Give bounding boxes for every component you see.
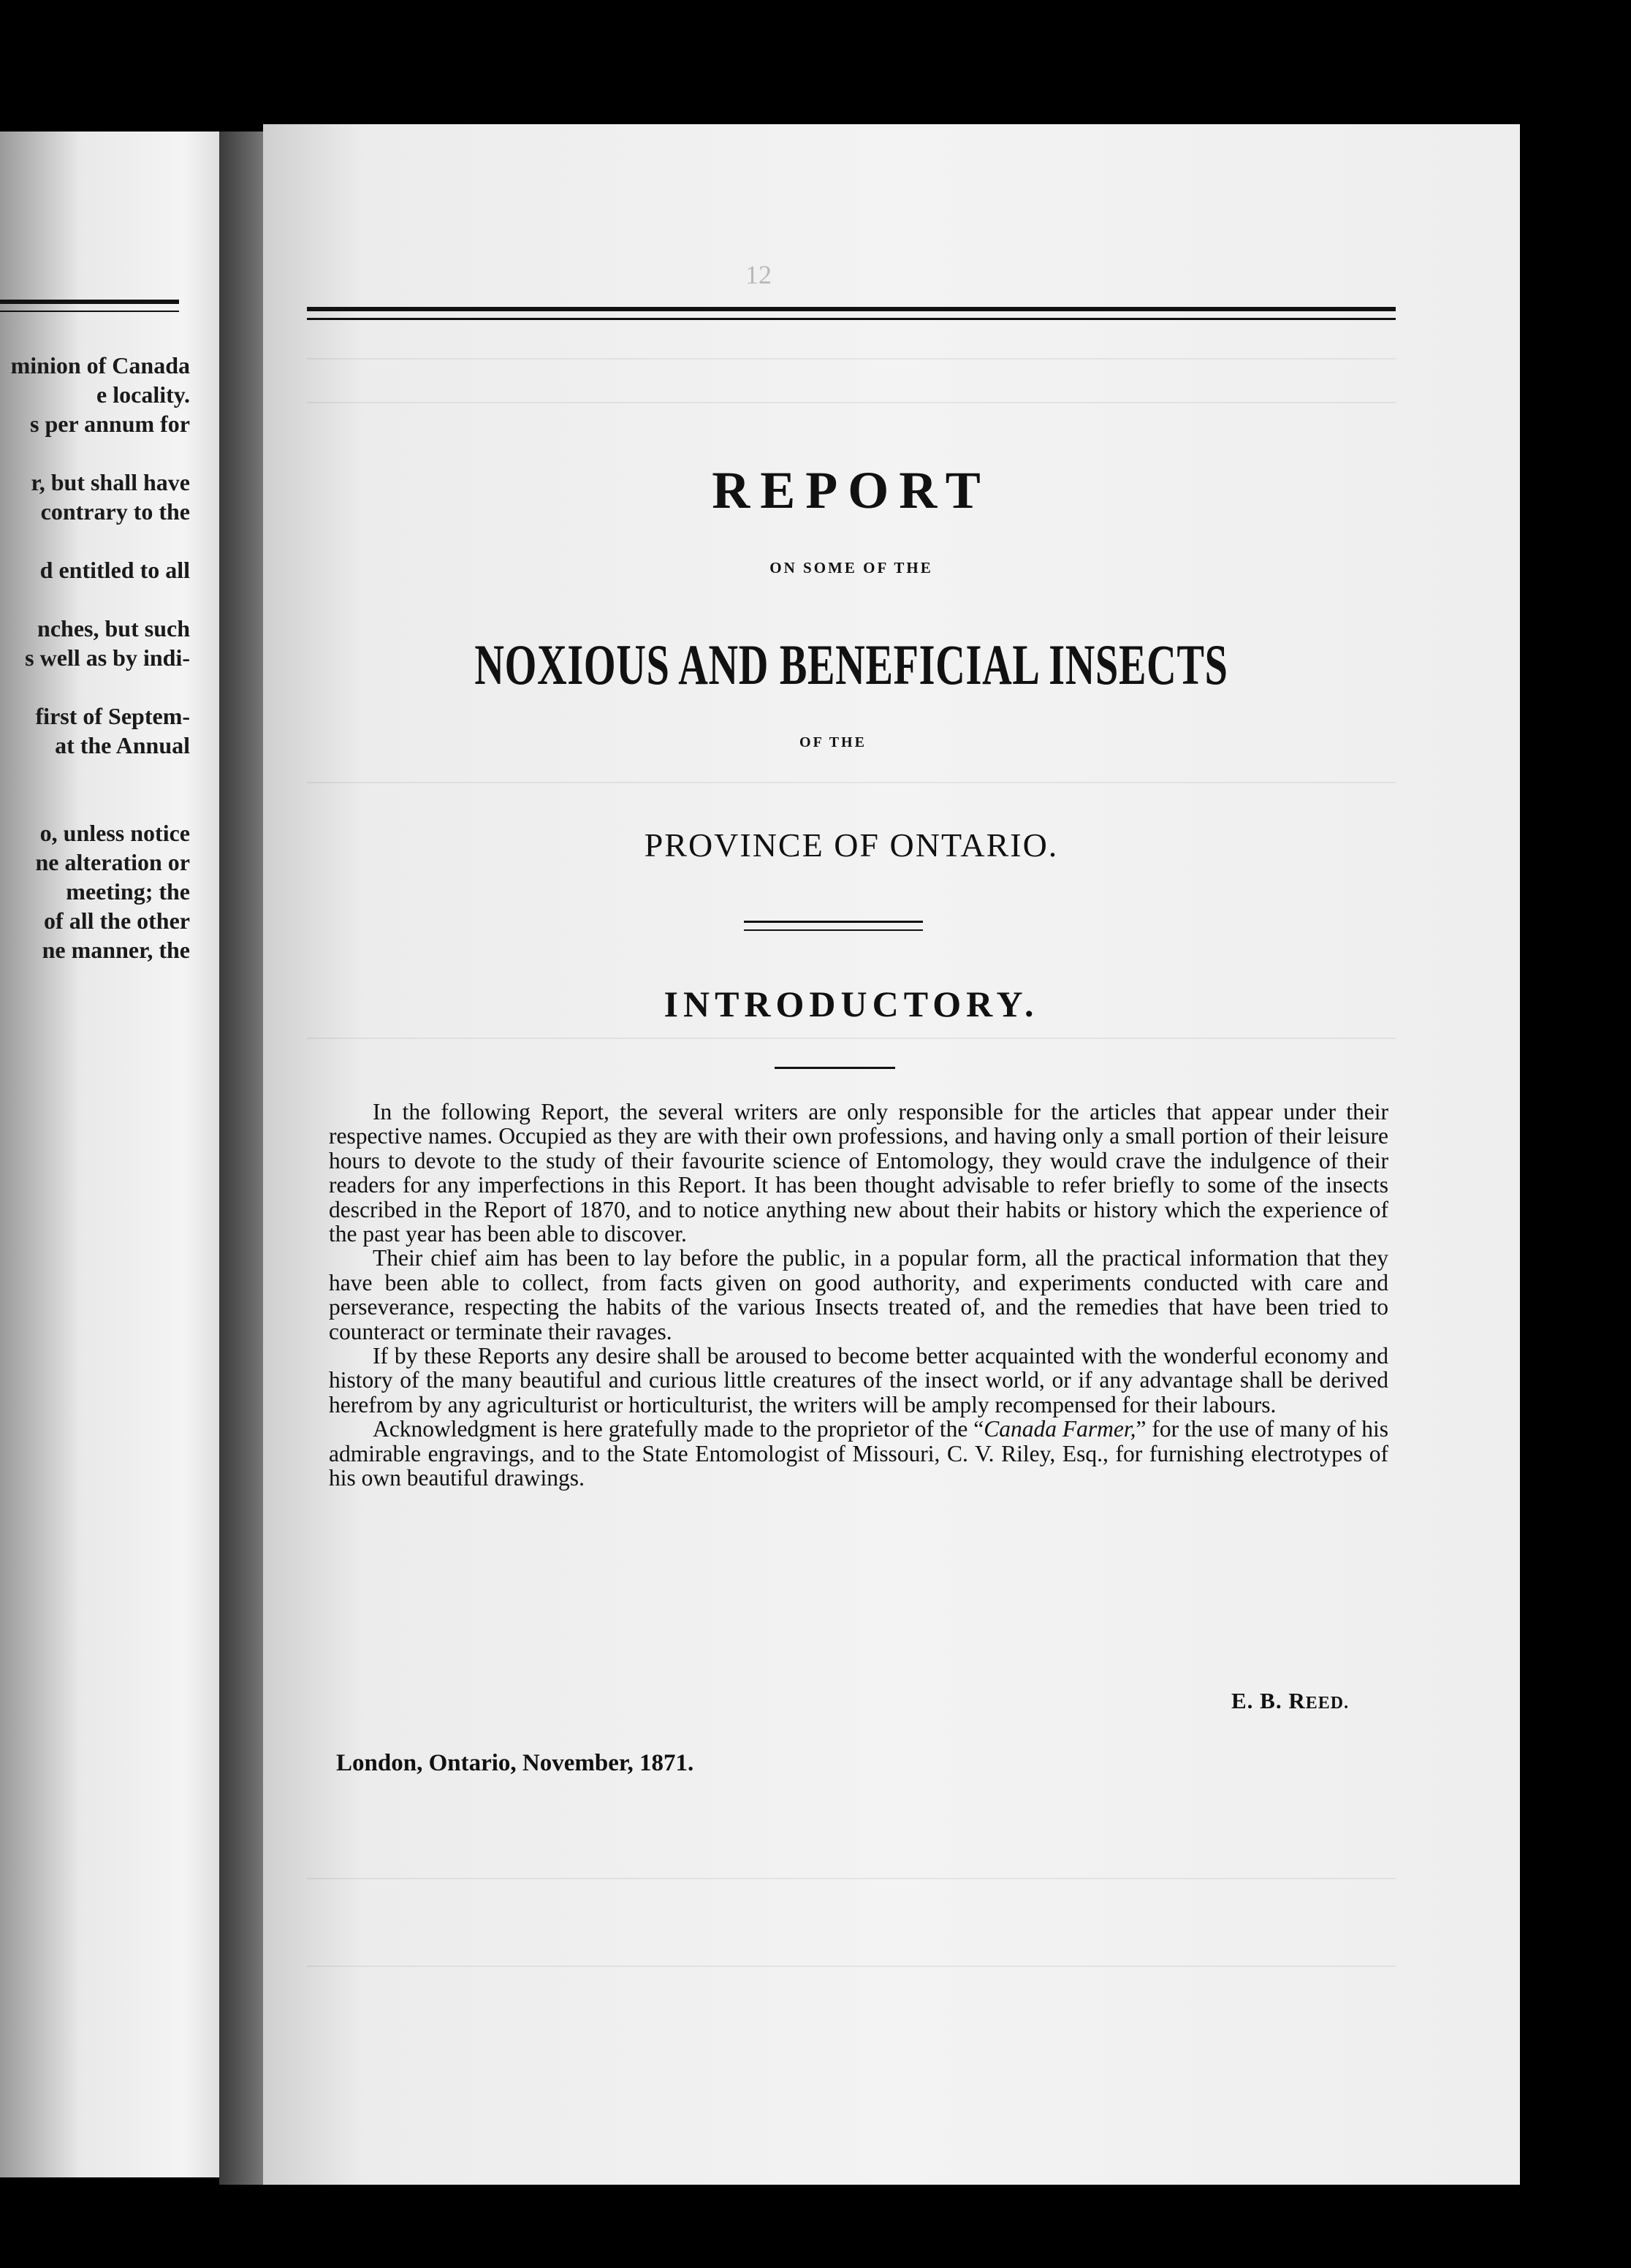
bleed-through-line bbox=[307, 1878, 1396, 1879]
subheading-of-the: OF THE bbox=[799, 734, 867, 750]
left-line-gap bbox=[0, 438, 190, 468]
left-page-line: s well as by indi- bbox=[25, 644, 190, 671]
signature-initials: E. B. R bbox=[1231, 1688, 1306, 1713]
left-page-text bbox=[0, 351, 190, 964]
left-page-rule bbox=[0, 300, 179, 304]
bleed-through-line bbox=[307, 358, 1396, 359]
acknowledgment-text-continued: ” for the use of many of his admirable engravings, and to the State Entomologist of Missouri, C. V. Riley, Esq., for furnishing electrotypes of his own beautiful drawings. bbox=[329, 1416, 1389, 1491]
acknowledgment-text: Acknowledgment is here gratefully made to the proprietor of the “ bbox=[373, 1416, 984, 1442]
province-heading: PROVINCE OF ONTARIO. bbox=[644, 826, 1059, 864]
bleed-through-line bbox=[307, 1966, 1396, 1967]
left-page-line: meeting; the bbox=[66, 878, 190, 905]
left-page-line: o, unless notice bbox=[39, 820, 190, 846]
left-page-rule-thin bbox=[0, 311, 179, 312]
introductory-body bbox=[329, 1100, 1388, 1491]
left-page-line: ne manner, the bbox=[42, 937, 190, 963]
dateline: London, Ontario, November, 1871. bbox=[336, 1750, 694, 1776]
section-short-rule bbox=[775, 1067, 895, 1069]
left-page-line: nches, but such bbox=[37, 615, 190, 642]
header-double-rule bbox=[307, 307, 1396, 311]
signature-small-caps: EED. bbox=[1305, 1694, 1350, 1713]
previous-page-fragment bbox=[0, 132, 230, 2177]
header-double-rule-thin bbox=[307, 318, 1396, 320]
left-page-line: e locality. bbox=[96, 381, 190, 408]
left-page-line: d entitled to all bbox=[39, 557, 190, 583]
document-title: NOXIOUS AND BENEFICIAL INSECTS bbox=[474, 633, 1228, 696]
bleed-through-line bbox=[307, 1038, 1396, 1039]
left-page-line: of all the other bbox=[44, 907, 190, 934]
publication-name: Canada Farmer, bbox=[984, 1416, 1136, 1442]
paragraph: If by these Reports any desire shall be aroused to become better acquainted with the wonderful economy and history of the many beautiful and curious little creatures of the insect world, or if any advantage shall be derived herefrom by any agriculturist or horticulturist, the writers will be amply recompensed for their labours. bbox=[329, 1343, 1388, 1418]
left-line-gap bbox=[0, 760, 190, 789]
section-heading: INTRODUCTORY. bbox=[664, 983, 1039, 1024]
left-page-line: first of Septem- bbox=[35, 703, 190, 729]
left-line-gap bbox=[0, 672, 190, 701]
paragraph: Their chief aim has been to lay before the public, in a popular form, all the practical information that they have been able to collect, from facts given on good authority, and experiments conducted with care and perseverance, respecting the habits of the various Insects treated of, and the remedies that have been tried to counteract or terminate their ravages. bbox=[329, 1245, 1388, 1344]
left-page-line: r, but shall have bbox=[31, 469, 190, 495]
left-page-line: minion of Canada bbox=[10, 352, 190, 378]
bleed-through-line bbox=[307, 402, 1396, 403]
paragraph: In the following Report, the several writers are only responsible for the articles that appear under their respective names. Occupied as they are with their own professions, and having only a small portion of their leisure hours to devote to the study of their favourite science of Entomology, they would crave the indulgence of their readers for any imperfections in this Report. It has been thought advisable to refer briefly to some of the insects described in the Report of 1870, and to notice anything new about their habits or history which the experience of the past year has been able to discover. bbox=[329, 1099, 1388, 1247]
subheading-on-some-of-the: ON SOME OF THE bbox=[769, 559, 933, 576]
left-line-gap bbox=[0, 585, 190, 614]
section-double-rule bbox=[744, 921, 923, 923]
report-page bbox=[263, 124, 1520, 2185]
left-page-line: ne alteration or bbox=[35, 849, 190, 875]
bleed-through-line bbox=[307, 782, 1396, 783]
acknowledgment-paragraph bbox=[329, 1417, 1388, 1490]
section-double-rule-thin bbox=[744, 929, 923, 931]
author-signature bbox=[1231, 1688, 1349, 1714]
left-page-line: at the Annual bbox=[55, 732, 190, 758]
report-heading: REPORT bbox=[712, 461, 991, 520]
left-line-gap bbox=[0, 789, 190, 818]
left-page-line: contrary to the bbox=[40, 498, 190, 525]
left-page-line: s per annum for bbox=[30, 411, 190, 437]
left-line-gap bbox=[0, 526, 190, 555]
page-number: 12 bbox=[745, 260, 772, 289]
scan-border bbox=[0, 2185, 1631, 2268]
